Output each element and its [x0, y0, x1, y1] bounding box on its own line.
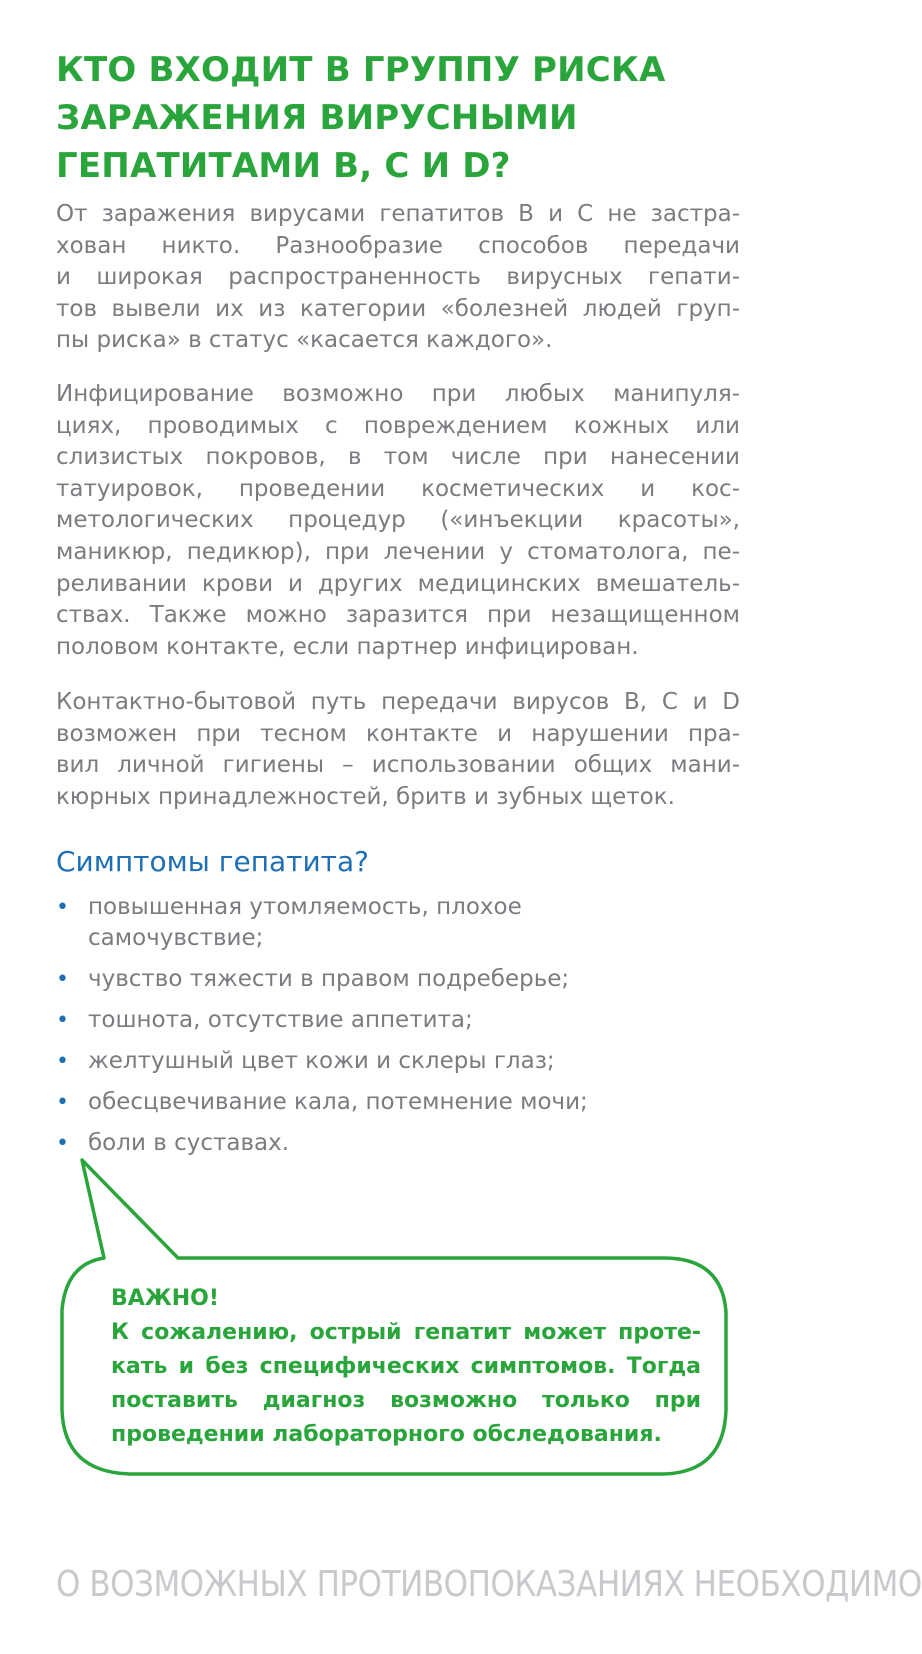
note-line: кать и без специфических симптомов. Тогда: [111, 1354, 701, 1379]
list-item-text: обесцвечивание кала, потемнение мочи;: [88, 1089, 588, 1115]
list-item-text: самочувствие;: [88, 925, 264, 951]
paragraph-line: маникюр, педикюр), при лечении у стоматолога, пе-: [56, 538, 740, 565]
bullet-icon: •: [56, 1008, 69, 1033]
paragraph-line: циях, проводимых с повреждением кожных или: [56, 412, 740, 439]
paragraph-line: слизистых покровов, в том числе при нанесении: [56, 444, 740, 471]
paragraph-line: татуировок, проведении косметических и кос-: [56, 475, 740, 502]
list-item-text: тошнота, отсутствие аппетита;: [88, 1007, 473, 1033]
list-item-text: чувство тяжести в правом подреберье;: [88, 966, 570, 992]
heading-line: ЗАРАЖЕНИЯ ВИРУСНЫМИ: [56, 98, 578, 138]
bullet-icon: •: [56, 1049, 69, 1074]
heading-line: КТО ВХОДИТ В ГРУППУ РИСКА: [56, 50, 666, 90]
paragraph-line: Инфицирование возможно при любых манипуля-: [56, 381, 740, 407]
paragraph-line: метологических процедур («инъекции красоты»,: [56, 507, 740, 534]
paragraph-line: тов вывели их из категории «болезней людей груп-: [56, 295, 740, 322]
paragraph-line: возможен при тесном контакте и нарушении пра-: [56, 720, 740, 747]
paragraph-line: От заражения вирусами гепатитов В и С не застра-: [56, 201, 740, 227]
paragraph-line: хован никто. Разнообразие способов передачи: [56, 232, 740, 259]
paragraph-line: Контактно-бытовой путь передачи вирусов В, С и D: [56, 689, 740, 715]
bullet-icon: •: [56, 895, 69, 920]
bullet-icon: •: [56, 1131, 69, 1156]
note-line: К сожалению, острый гепатит может проте-: [111, 1320, 701, 1345]
bullet-icon: •: [56, 1090, 69, 1115]
note-line: поставить диагноз возможно только при: [111, 1388, 701, 1413]
note-line: проведении лабораторного обследования.: [111, 1422, 662, 1447]
symptoms-heading: Симптомы гепатита?: [56, 845, 369, 878]
bullet-icon: •: [56, 967, 69, 992]
note-title: ВАЖНО!: [111, 1286, 219, 1311]
list-item-text: повышенная утомляемость, плохое: [88, 894, 522, 920]
list-item-text: боли в суставах.: [88, 1130, 290, 1156]
important-note: [111, 1282, 701, 1452]
paragraph-line: половом контакте, если партнер инфицирован.: [56, 633, 639, 660]
paragraph-line: кюрных принадлежностей, бритв и зубных щеток.: [56, 783, 675, 810]
paragraph-line: пы риска» в статус «касается каждого».: [56, 327, 553, 354]
paragraph-line: ствах. Также можно заразится при незащищенном: [56, 602, 740, 629]
heading-line: ГЕПАТИТАМИ В, С И D?: [56, 146, 511, 186]
list-item-text: желтушный цвет кожи и склеры глаз;: [88, 1048, 555, 1074]
footer-text: О ВОЗМОЖНЫХ ПРОТИВОПОКАЗАНИЯХ НЕОБХОДИМО: [56, 1564, 922, 1605]
paragraph-line: и широкая распространенность вирусных гепати-: [56, 264, 740, 291]
paragraph-line: вил личной гигиены – использовании общих мани-: [56, 752, 740, 779]
paragraph-line: реливании крови и других медицинских вмешатель-: [56, 570, 740, 597]
